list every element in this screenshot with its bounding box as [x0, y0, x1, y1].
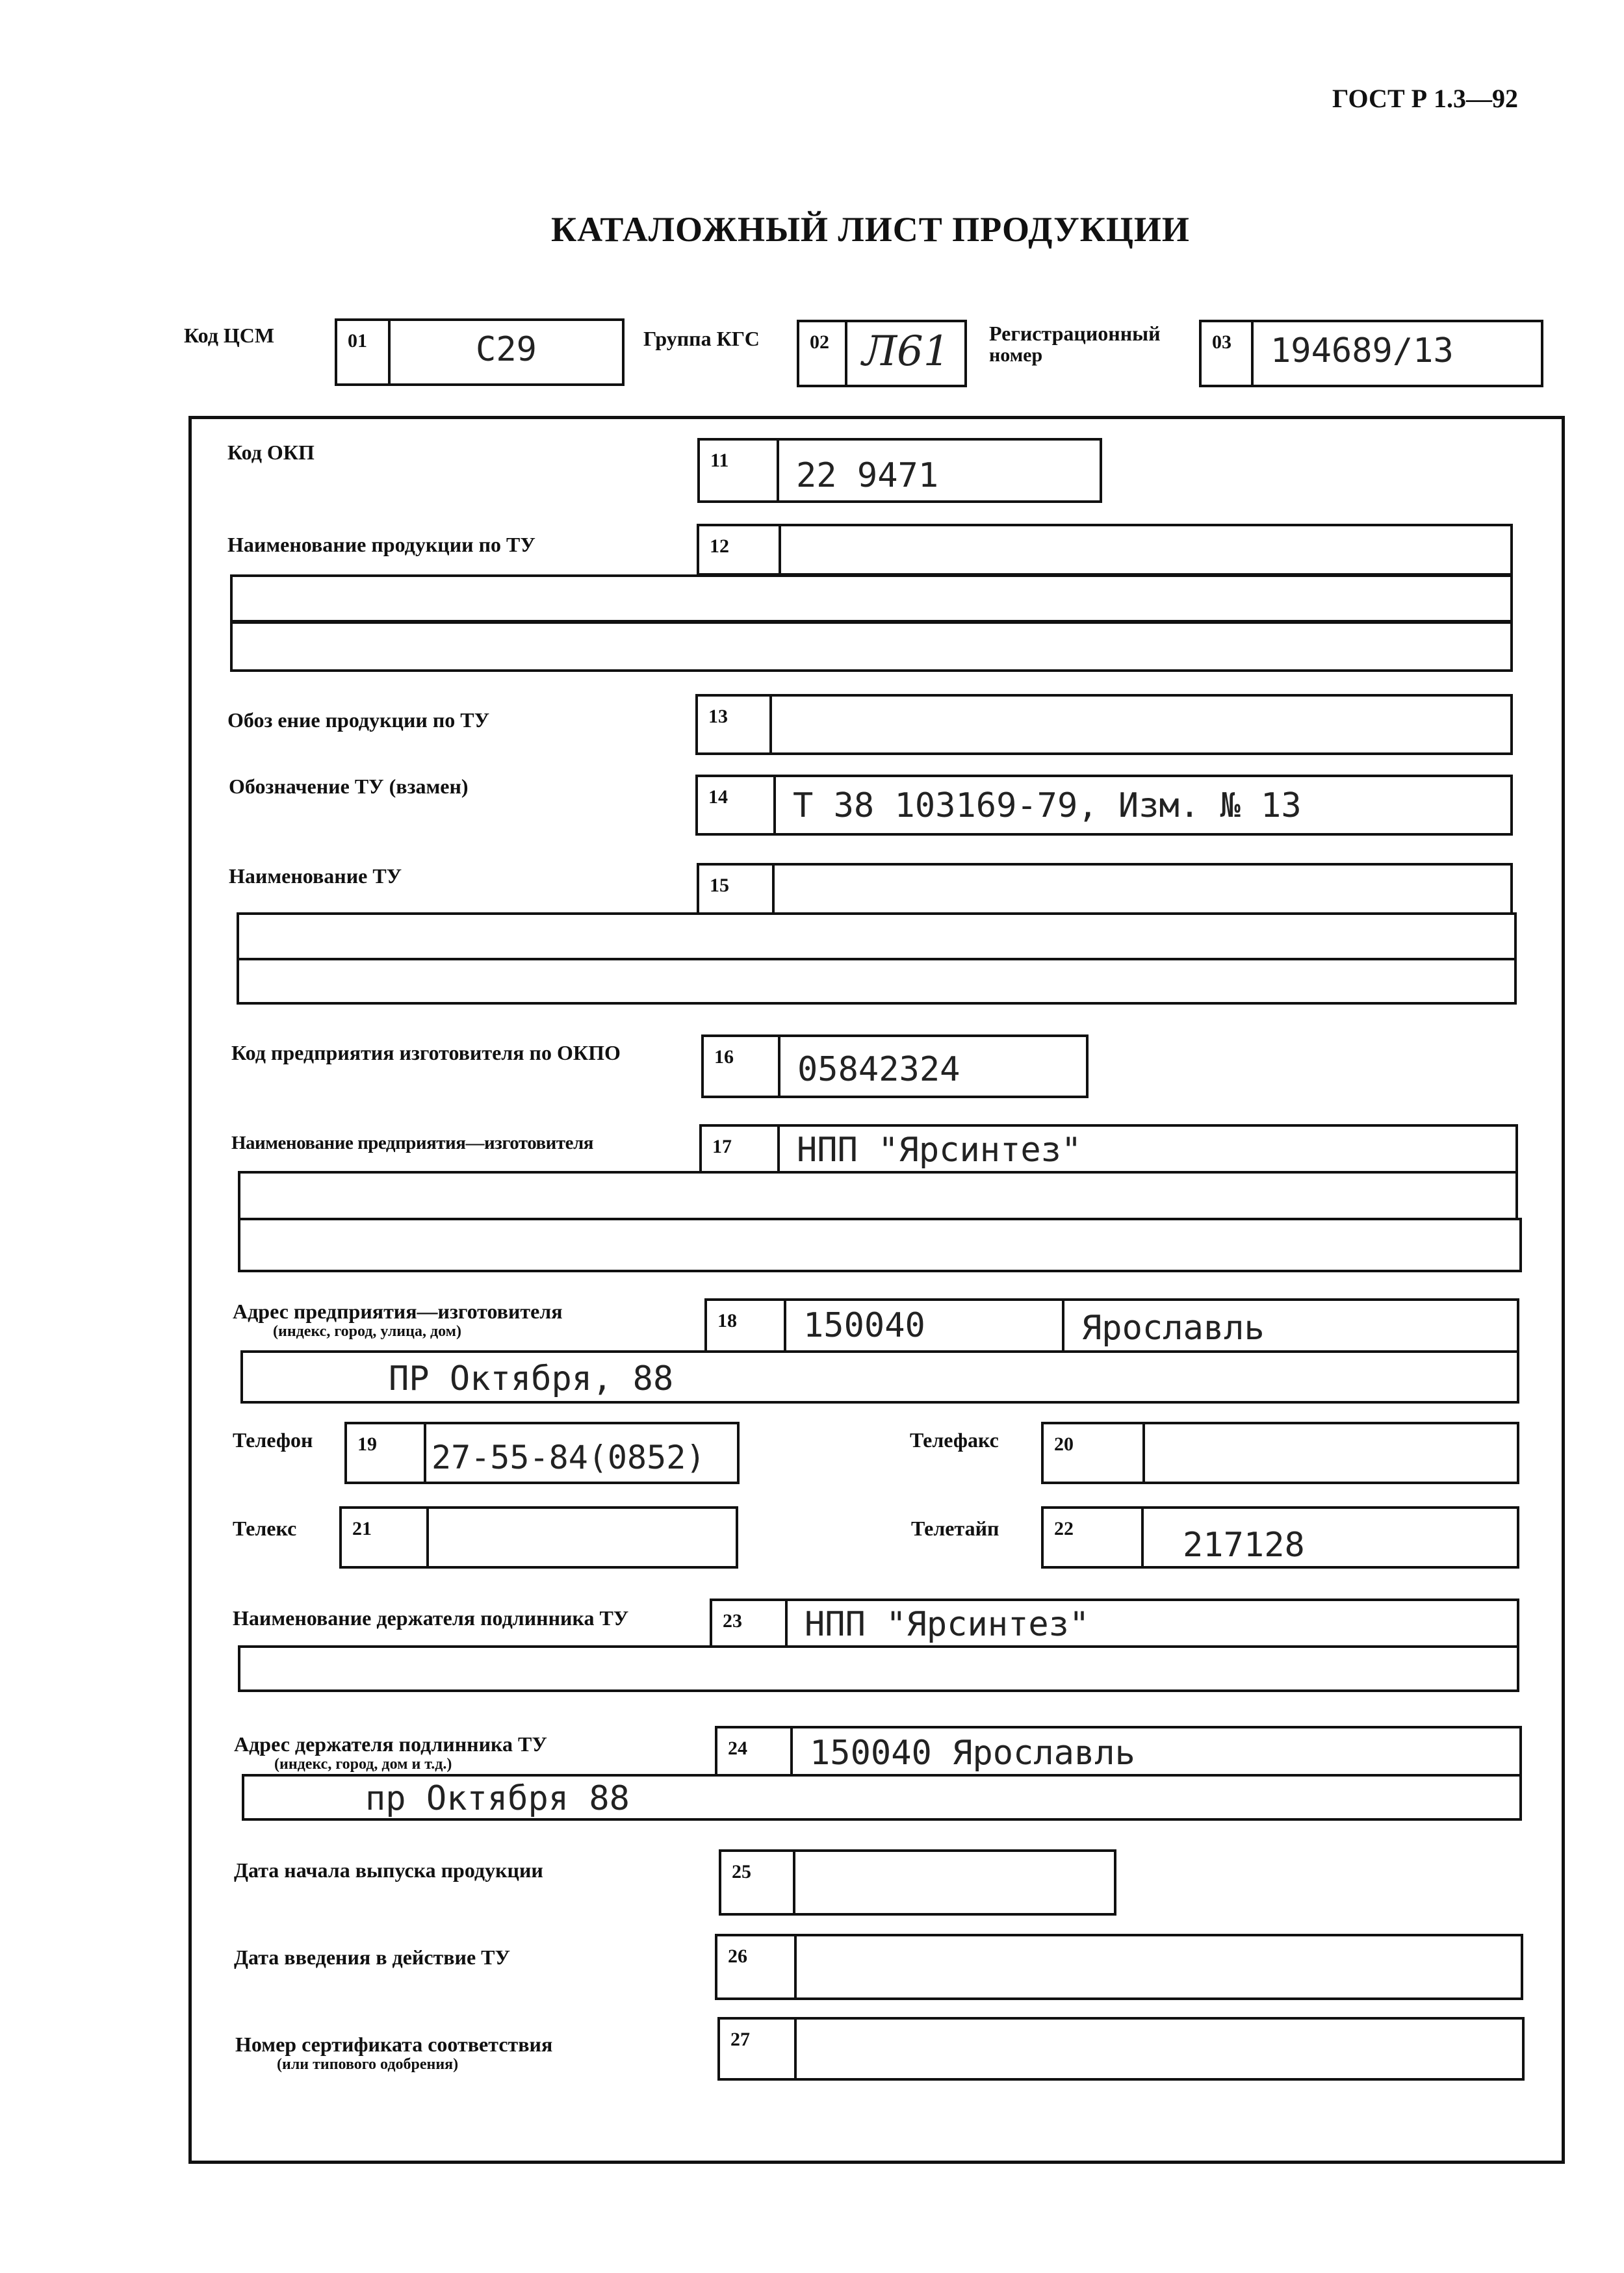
manufacturer-label: Наименование предприятия—изготовителя — [231, 1133, 593, 1153]
manufacturer-street-value: ПР Октября, 88 — [389, 1359, 674, 1398]
holder-address-hint: (индекс, город, дом и т.д.) — [274, 1755, 452, 1773]
field-number: 13 — [698, 697, 772, 752]
production-start-value — [795, 1852, 1114, 1913]
fax-label: Телефакс — [910, 1428, 999, 1452]
production-start-field[interactable] — [719, 1849, 1116, 1916]
csm-value: С29 — [476, 330, 537, 369]
telex-label: Телекс — [233, 1517, 297, 1540]
field-number: 27 — [720, 2020, 797, 2078]
kgs-label: Группа КГС — [643, 327, 760, 350]
field-number: 21 — [342, 1509, 429, 1566]
okpo-label: Код предприятия изготовителя по ОКПО — [231, 1041, 621, 1064]
tu-effective-value — [797, 1936, 1521, 1997]
field-number: 20 — [1044, 1424, 1145, 1482]
holder-name-line-2[interactable] — [238, 1645, 1519, 1692]
field-number: 14 — [698, 777, 776, 833]
certificate-field[interactable] — [717, 2017, 1525, 2081]
product-designation-value — [772, 697, 1510, 752]
manufacturer-address-hint: (индекс, город, улица, дом) — [273, 1322, 461, 1340]
field-number: 23 — [712, 1601, 788, 1645]
kgs-value: Л61 — [862, 327, 950, 376]
phone-field[interactable] — [344, 1422, 740, 1484]
product-designation-field[interactable] — [695, 694, 1513, 755]
kgs-field[interactable] — [797, 320, 967, 387]
field-number: 26 — [717, 1936, 797, 1997]
field-number: 03 — [1202, 322, 1254, 385]
product-name-line-2[interactable] — [230, 574, 1513, 623]
product-name-value — [781, 526, 1510, 573]
tu-name-line-3[interactable] — [237, 958, 1517, 1005]
manufacturer-address-field[interactable] — [704, 1298, 1519, 1353]
field-number: 17 — [702, 1127, 780, 1171]
field-number: 19 — [347, 1424, 426, 1482]
field-number: 11 — [700, 441, 779, 500]
okpo-value: 05842324 — [797, 1050, 960, 1089]
certificate-hint: (или типового одобрения) — [277, 2055, 459, 2073]
holder-street-line[interactable] — [242, 1774, 1522, 1821]
holder-address-field[interactable] — [715, 1726, 1522, 1777]
teletype-field[interactable] — [1041, 1506, 1519, 1569]
certificate-value — [797, 2020, 1522, 2078]
manufacturer-address-title: Адрес предприятия—изготовителя — [233, 1300, 563, 1323]
csm-field[interactable] — [335, 318, 625, 386]
manufacturer-value: НПП "Ярсинтез" — [797, 1131, 1082, 1170]
holder-address-value: 150040 Ярославль — [810, 1734, 1135, 1773]
field-number: 18 — [707, 1301, 786, 1350]
holder-address-label — [234, 1734, 547, 1773]
standard-header: ГОСТ Р 1.3—92 — [1332, 84, 1519, 113]
product-name-field[interactable] — [697, 524, 1513, 576]
reg-value: 194689/13 — [1270, 331, 1454, 370]
page-title: КАТАЛОЖНЫЙ ЛИСТ ПРОДУКЦИИ — [551, 210, 1190, 249]
phone-label: Телефон — [233, 1428, 313, 1452]
teletype-value: 217128 — [1183, 1526, 1305, 1565]
okp-value: 22 9471 — [796, 456, 939, 495]
manufacturer-line-3[interactable] — [238, 1218, 1522, 1272]
manufacturer-field[interactable] — [699, 1124, 1518, 1174]
tu-name-label: Наименование ТУ — [229, 864, 402, 888]
telex-field[interactable] — [339, 1506, 738, 1569]
product-designation-label: Обоз ение продукции по ТУ — [227, 708, 490, 732]
reg-label-line2: номер — [989, 344, 1043, 366]
okp-field[interactable] — [697, 438, 1102, 503]
production-start-label: Дата начала выпуска продукции — [234, 1858, 543, 1882]
field-number: 12 — [699, 526, 781, 573]
tu-effective-field[interactable] — [715, 1934, 1523, 2000]
telex-value — [429, 1509, 736, 1566]
phone-value: 27-55-84(0852) — [432, 1439, 706, 1476]
field-number: 24 — [717, 1728, 793, 1774]
okpo-field[interactable] — [701, 1034, 1089, 1098]
fax-field[interactable] — [1041, 1422, 1519, 1484]
tu-designation-field[interactable] — [695, 775, 1513, 836]
product-name-line-3[interactable] — [230, 621, 1513, 672]
teletype-label: Телетайп — [911, 1517, 999, 1540]
tu-name-field[interactable] — [697, 863, 1513, 915]
field-number: 22 — [1044, 1509, 1144, 1566]
field-number: 01 — [337, 321, 391, 383]
field-number: 16 — [704, 1037, 780, 1096]
okp-label: Код ОКП — [227, 441, 315, 464]
tu-effective-label: Дата введения в действие ТУ — [234, 1946, 510, 1969]
reg-label-line1: Регистрационный — [989, 322, 1161, 345]
reg-field[interactable] — [1199, 320, 1543, 387]
tu-name-value — [775, 866, 1510, 912]
holder-address-title: Адрес держателя подлинника ТУ — [234, 1732, 547, 1756]
certificate-label — [235, 2034, 552, 2073]
field-number: 25 — [721, 1852, 795, 1913]
reg-label — [989, 323, 1161, 365]
field-number: 02 — [799, 322, 847, 385]
manufacturer-address-label — [233, 1301, 563, 1340]
manufacturer-city-value: Ярославль — [1081, 1309, 1265, 1348]
tu-name-line-2[interactable] — [237, 912, 1517, 960]
manufacturer-street-line[interactable] — [240, 1350, 1519, 1404]
holder-street-value: пр Октября 88 — [365, 1779, 630, 1818]
fax-value — [1145, 1424, 1517, 1482]
tu-designation-label: Обозначение ТУ (взамен) — [229, 775, 469, 798]
csm-label: Код ЦСМ — [184, 324, 275, 347]
holder-name-field[interactable] — [710, 1599, 1519, 1648]
manufacturer-line-2[interactable] — [238, 1171, 1518, 1220]
holder-name-value: НПП "Ярсинтез" — [805, 1605, 1090, 1644]
holder-name-label: Наименование держателя подлинника ТУ — [233, 1606, 629, 1630]
manufacturer-index-value: 150040 — [786, 1301, 1064, 1350]
field-number: 15 — [699, 866, 775, 912]
product-name-label: Наименование продукции по ТУ — [227, 533, 535, 556]
tu-designation-value: Т 38 103169-79, Изм. № 13 — [793, 786, 1302, 825]
certificate-title: Номер сертификата соответствия — [235, 2033, 553, 2056]
